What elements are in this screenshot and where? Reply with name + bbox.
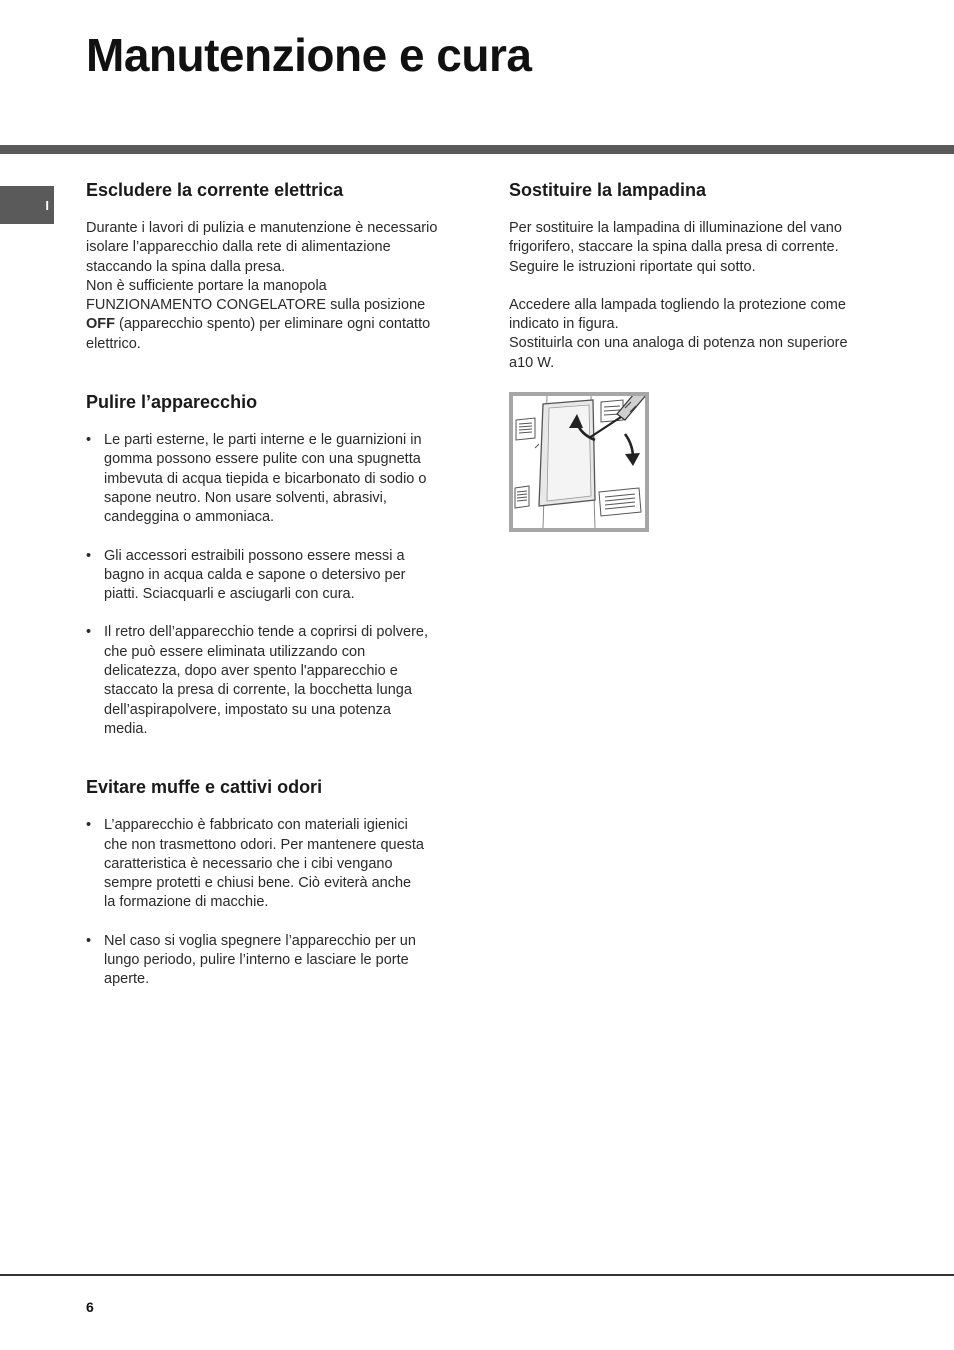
section-clean-appliance xyxy=(86,390,466,739)
right-column xyxy=(509,178,889,532)
section-avoid-mould xyxy=(86,775,466,989)
lamp-cover-removal-illustration xyxy=(509,392,649,532)
list-item: • Il retro dell’apparecchio tende a coprirsi di polvere, che può essere eliminata utilizzando con delicatezza, dopo aver spento l'apparecchio e staccato la presa di corrente, la bocchetta lunga dell’aspirapolvere, impostato su una potenza media. xyxy=(86,623,466,739)
language-tab: I xyxy=(0,186,54,224)
section-heading: Escludere la corrente elettrica xyxy=(86,180,344,200)
page-title: Manutenzione e cura xyxy=(86,29,532,81)
section-heading: Pulire l’apparecchio xyxy=(86,392,258,413)
bullet-list xyxy=(86,431,466,739)
top-divider xyxy=(0,145,954,154)
paragraph: Per sostituire la lampadina di illuminazione del vano frigorifero, staccare la spina dalla presa di corrente. Seguire le istruzioni riportate qui sotto. xyxy=(509,220,842,275)
section-heading: Sostituire la lampadina xyxy=(509,180,707,200)
bullet-list xyxy=(86,816,466,989)
list-item: • L’apparecchio è fabbricato con materiali igienici che non trasmettono odori. Per mantenere questa caratteristica è necessario che i cibi vengano sempre protetti e chiusi bene. Ciò eviterà anche la formazione di macchie. xyxy=(86,816,466,912)
bottom-divider xyxy=(0,1274,954,1276)
page-number: 6 xyxy=(86,1299,94,1315)
list-item: • Gli accessori estraibili possono essere messi a bagno in acqua calda e sapone o detersivo per piatti. Sciacquarli e asciugarli con cura. xyxy=(86,547,466,605)
paragraph: Durante i lavori di pulizia e manutenzione è necessario isolare l’apparecchio dalla rete di alimentazione staccando la spina dalla presa. Non è sufficiente portare la manopola FUNZIONAMENTO CONGELATORE sulla posizione OFF (apparecchio spento) per eliminare ogni contatto elettrico. xyxy=(86,220,438,352)
section-disconnect-power xyxy=(86,178,466,354)
section-replace-bulb xyxy=(509,178,889,532)
list-item: • Le parti esterne, le parti interne e le guarnizioni in gomma possono essere pulite con una spugnetta imbevuta di acqua tiepida e bicarbonato di sodio o sapone neutro. Non usare solventi, abrasivi, candeggina o ammoniaca. xyxy=(86,431,466,527)
left-column xyxy=(86,178,466,1026)
paragraph: Accedere alla lampada togliendo la protezione come indicato in figura. Sostituirla con una analoga di potenza non superiore a10 W. xyxy=(509,296,848,371)
section-heading: Evitare muffe e cattivi odori xyxy=(86,777,323,798)
list-item: • Nel caso si voglia spegnere l’apparecchio per un lungo periodo, pulire l’interno e lasciare le porte aperte. xyxy=(86,932,466,990)
off-label: OFF xyxy=(86,316,115,333)
